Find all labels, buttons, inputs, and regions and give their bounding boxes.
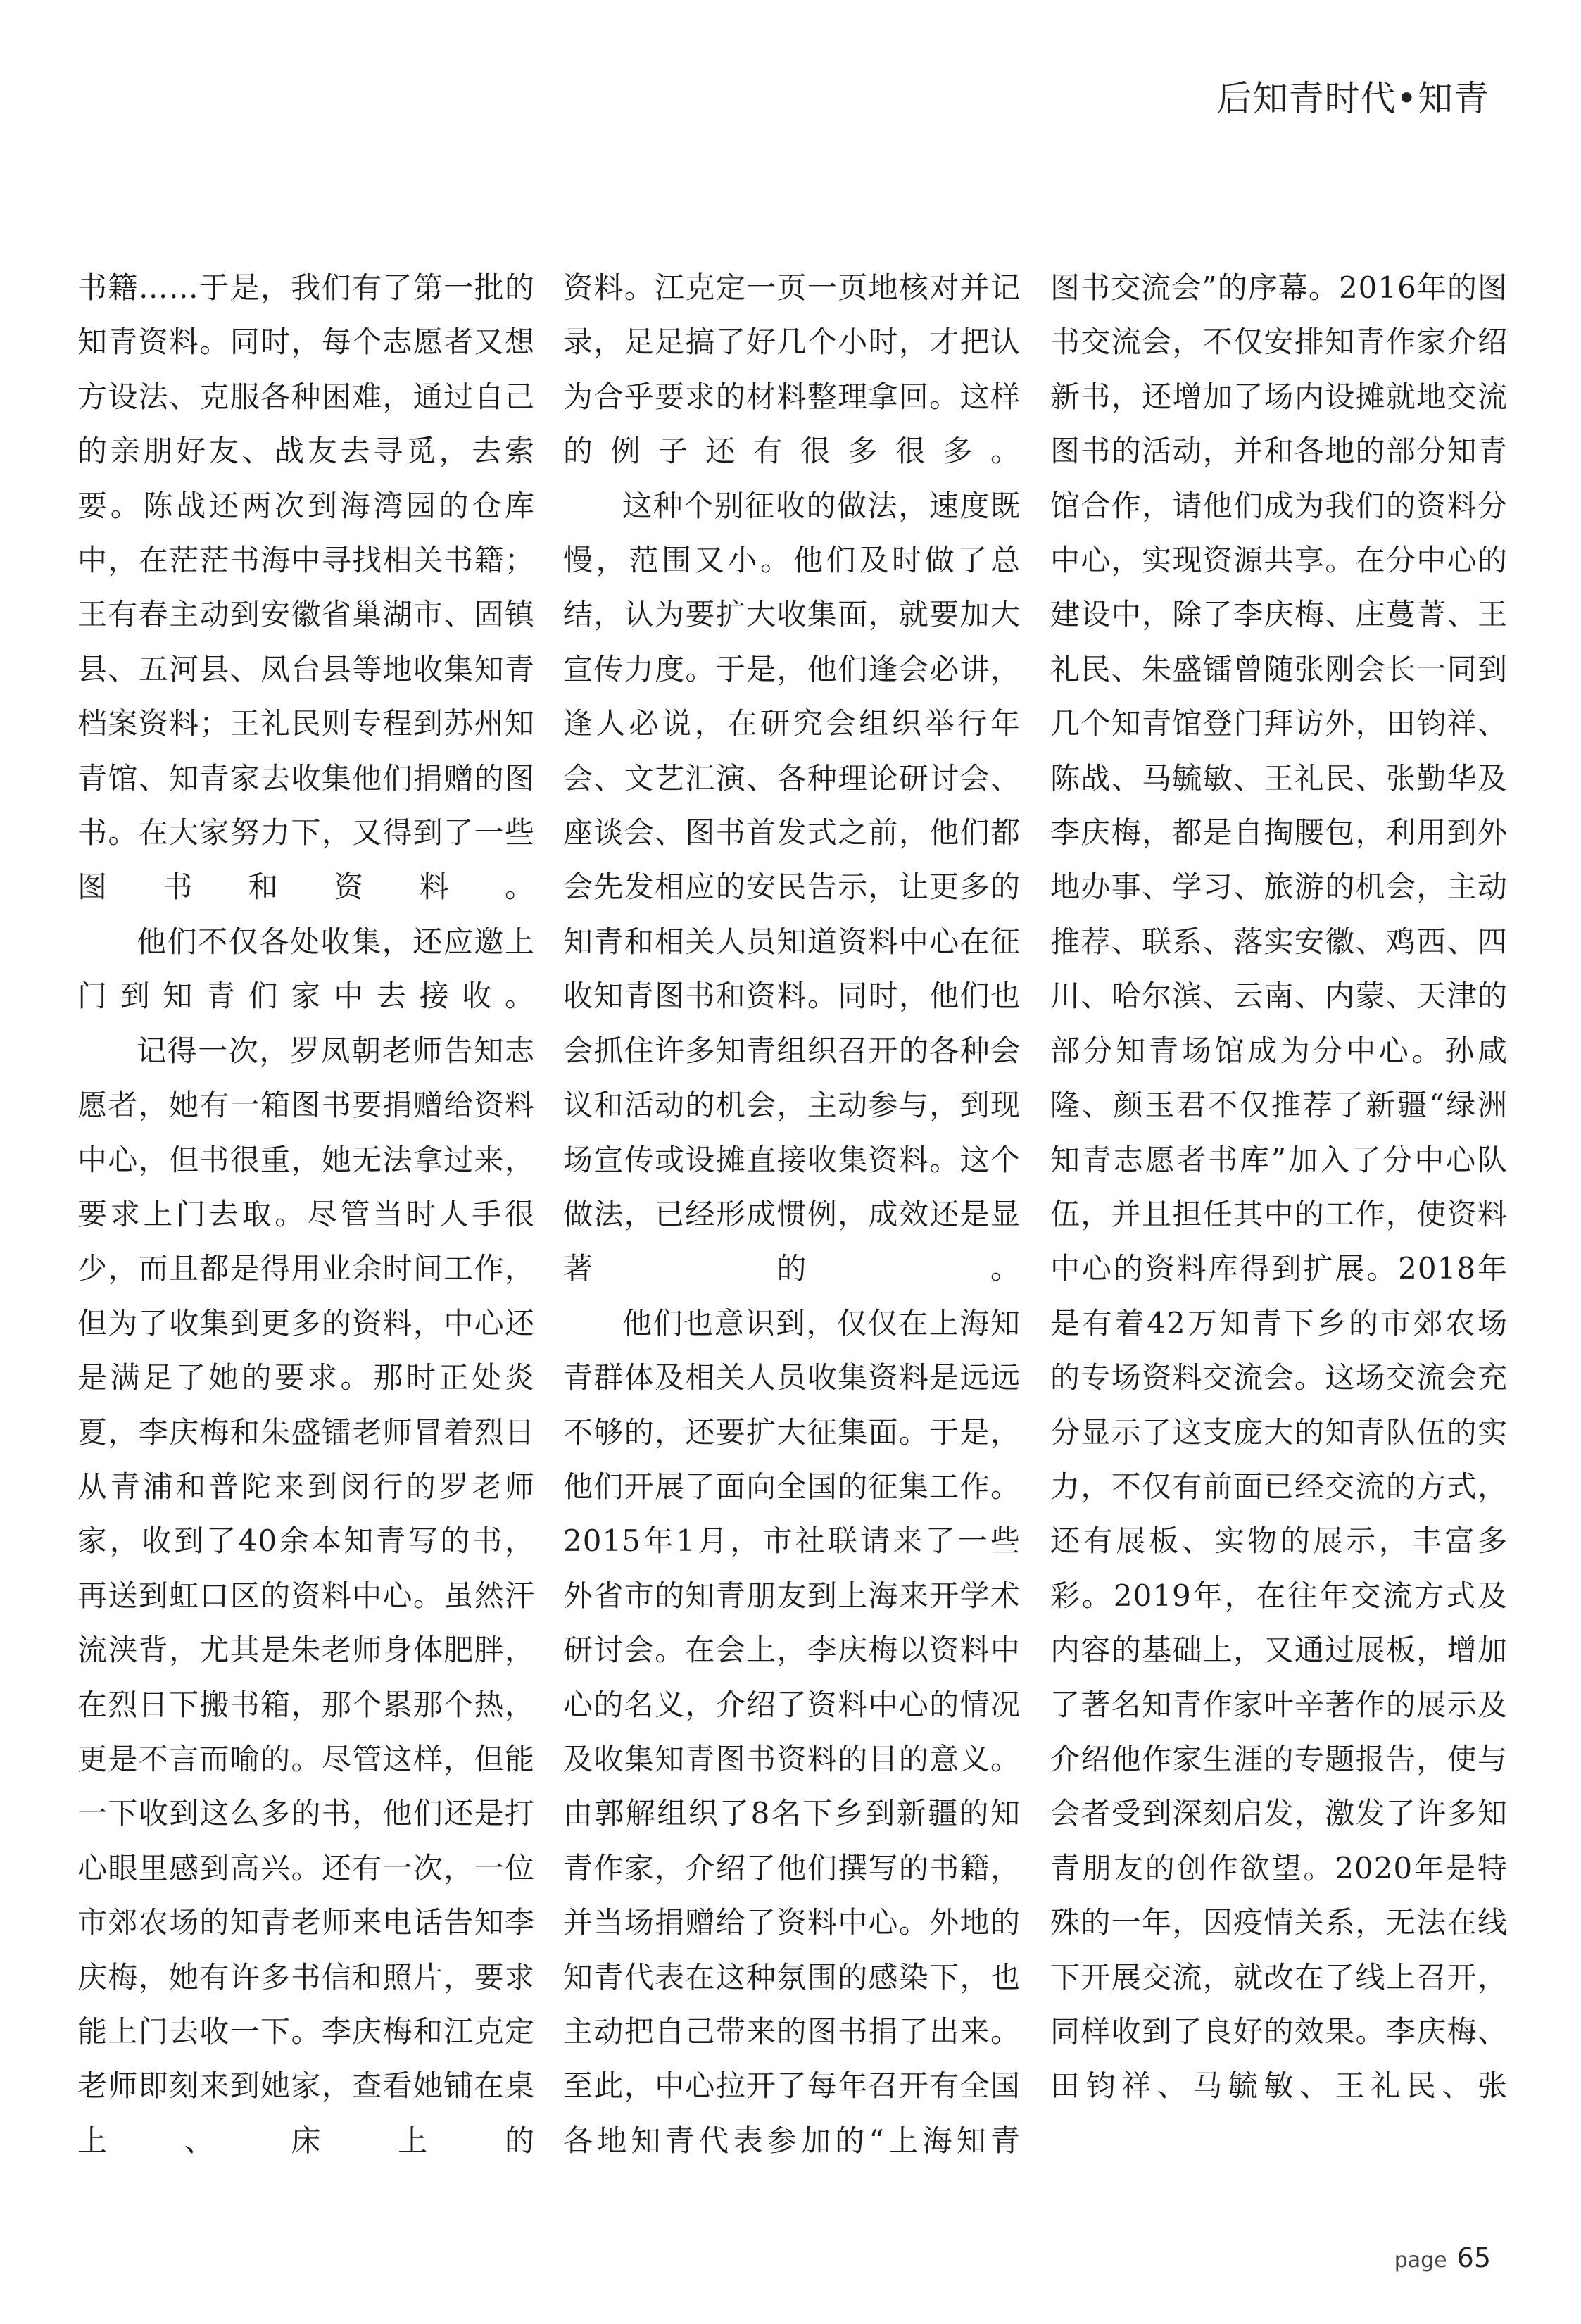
paragraph: 这种个别征收的做法，速度既慢，范围又小。他们及时做了总结，认为要扩大收集面，就要加大宣传力度。于是，他们逢会必讲，逢人必说，在研究会组织举行年会、文艺汇演、各种理论研讨会、座谈会、图书首发式之前，他们都会先发相应的安民告示，让更多的知青和相关人员知道资料中心在征收知青图书和资料。同时，他们也会抓住许多知青组织召开的各种会议和活动的机会，主动参与，到现场宣传或设摊直接收集资料。这个做法，已经形成惯例，成效还是显著的。 [563,488,1021,1286]
text-column-3 [1050,260,1508,2113]
page-footer [1394,2242,1491,2273]
paragraph: 图书交流会”的序幕。2016年的图书交流会，不仅安排知青作家介绍新书，还增加了场内设摊就地交流图书的活动，并和各地的部分知青馆合作，请他们成为我们的资料分中心，实现资源共享。在分中心的建设中，除了李庆梅、庄蔓菁、王礼民、朱盛镭曾随张刚会长一同到几个知青馆登门拜访外，田钧祥、陈战、马毓敏、王礼民、张勤华及李庆梅，都是自掏腰包，利用到外地办事、学习、旅游的机会，主动推荐、联系、落实安徽、鸡西、四川、哈尔滨、云南、内蒙、天津的部分知青场馆成为分中心。孙咸隆、颜玉君不仅推荐了新疆“绿洲知青志愿者书库”加入了分中心队伍，并且担任其中的工作，使资料中心的资料库得到扩展。2018年是有着42万知青下乡的市郊农场的专场资料交流会。这场交流会充分显示了这支庞大的知青队伍的实力，不仅有前面已经交流的方式，还有展板、实物的展示，丰富多彩。2019年，在往年交流方式及内容的基础上，又通过展板，增加了著名知青作家叶辛著作的展示及介绍他作家生涯的专题报告，使与会者受到深刻启发，激发了许多知青朋友的创作欲望。2020年是特殊的一年，因疫情关系，无法在线下开展交流，就改在了线上召开，同样收到了良好的效果。李庆梅、田钧祥、马毓敏、王礼民、张 [1050,270,1508,2104]
text-column-1 [77,260,535,2168]
paragraph: 他们不仅各处收集，还应邀上门到知青们家中去接收。 [77,924,535,1014]
paragraph: 记得一次，罗凤朝老师告知志愿者，她有一箱图书要捐赠给资料中心，但书很重，她无法拿过来，要求上门去取。尽管当时人手很少，而且都是得用业余时间工作，但为了收集到更多的资料，中心还是满足了她的要求。那时正处炎夏，李庆梅和朱盛镭老师冒着烈日从青浦和普陀来到闵行的罗老师家，收到了40余本知青写的书，再送到虹口区的资料中心。虽然汗流浃背，尤其是朱老师身体肥胖，在烈日下搬书箱，那个累那个热，更是不言而喻的。尽管这样，但能一下收到这么多的书，他们还是打心眼里感到高兴。还有一次，一位市郊农场的知青老师来电话告知李庆梅，她有许多书信和照片，要求能上门去收一下。李庆梅和江克定老师即刻来到她家，查看她铺在桌上、床上的 [77,1033,535,2158]
page-number: 65 [1456,2242,1491,2273]
paragraph: 他们也意识到，仅仅在上海知青群体及相关人员收集资料是远远不够的，还要扩大征集面。于是，他们开展了面向全国的征集工作。2015年1月，市社联请来了一些外省市的知青朋友到上海来开学术研讨会。在会上，李庆梅以资料中心的名义，介绍了资料中心的情况及收集知青图书资料的目的意义。由郭解组织了8名下乡到新疆的知青作家，介绍了他们撰写的书籍，并当场捐赠给了资料中心。外地的知青代表在这种氛围的感染下，也主动把自己带来的图书捐了出来。至此，中心拉开了每年召开有全国各地知青代表参加的“上海知青 [563,1305,1021,2158]
paragraph: 资料。江克定一页一页地核对并记录，足足搞了好几个小时，才把认为合乎要求的材料整理拿回。这样的例子还有很多很多。 [563,270,1021,469]
page-label: page [1394,2248,1447,2273]
section-header: 后知青时代•知青 [1216,78,1489,119]
paragraph: 书籍……于是，我们有了第一批的知青资料。同时，每个志愿者又想方设法、克服各种困难，通过自己的亲朋好友、战友去寻觅，去索要。陈战还两次到海湾园的仓库中，在茫茫书海中寻找相关书籍；王有春主动到安徽省巢湖市、固镇县、五河县、凤台县等地收集知青档案资料；王礼民则专程到苏州知青馆、知青家去收集他们捐赠的图书。在大家努力下，又得到了一些图书和资料。 [77,270,535,905]
text-column-2 [563,260,1021,2168]
